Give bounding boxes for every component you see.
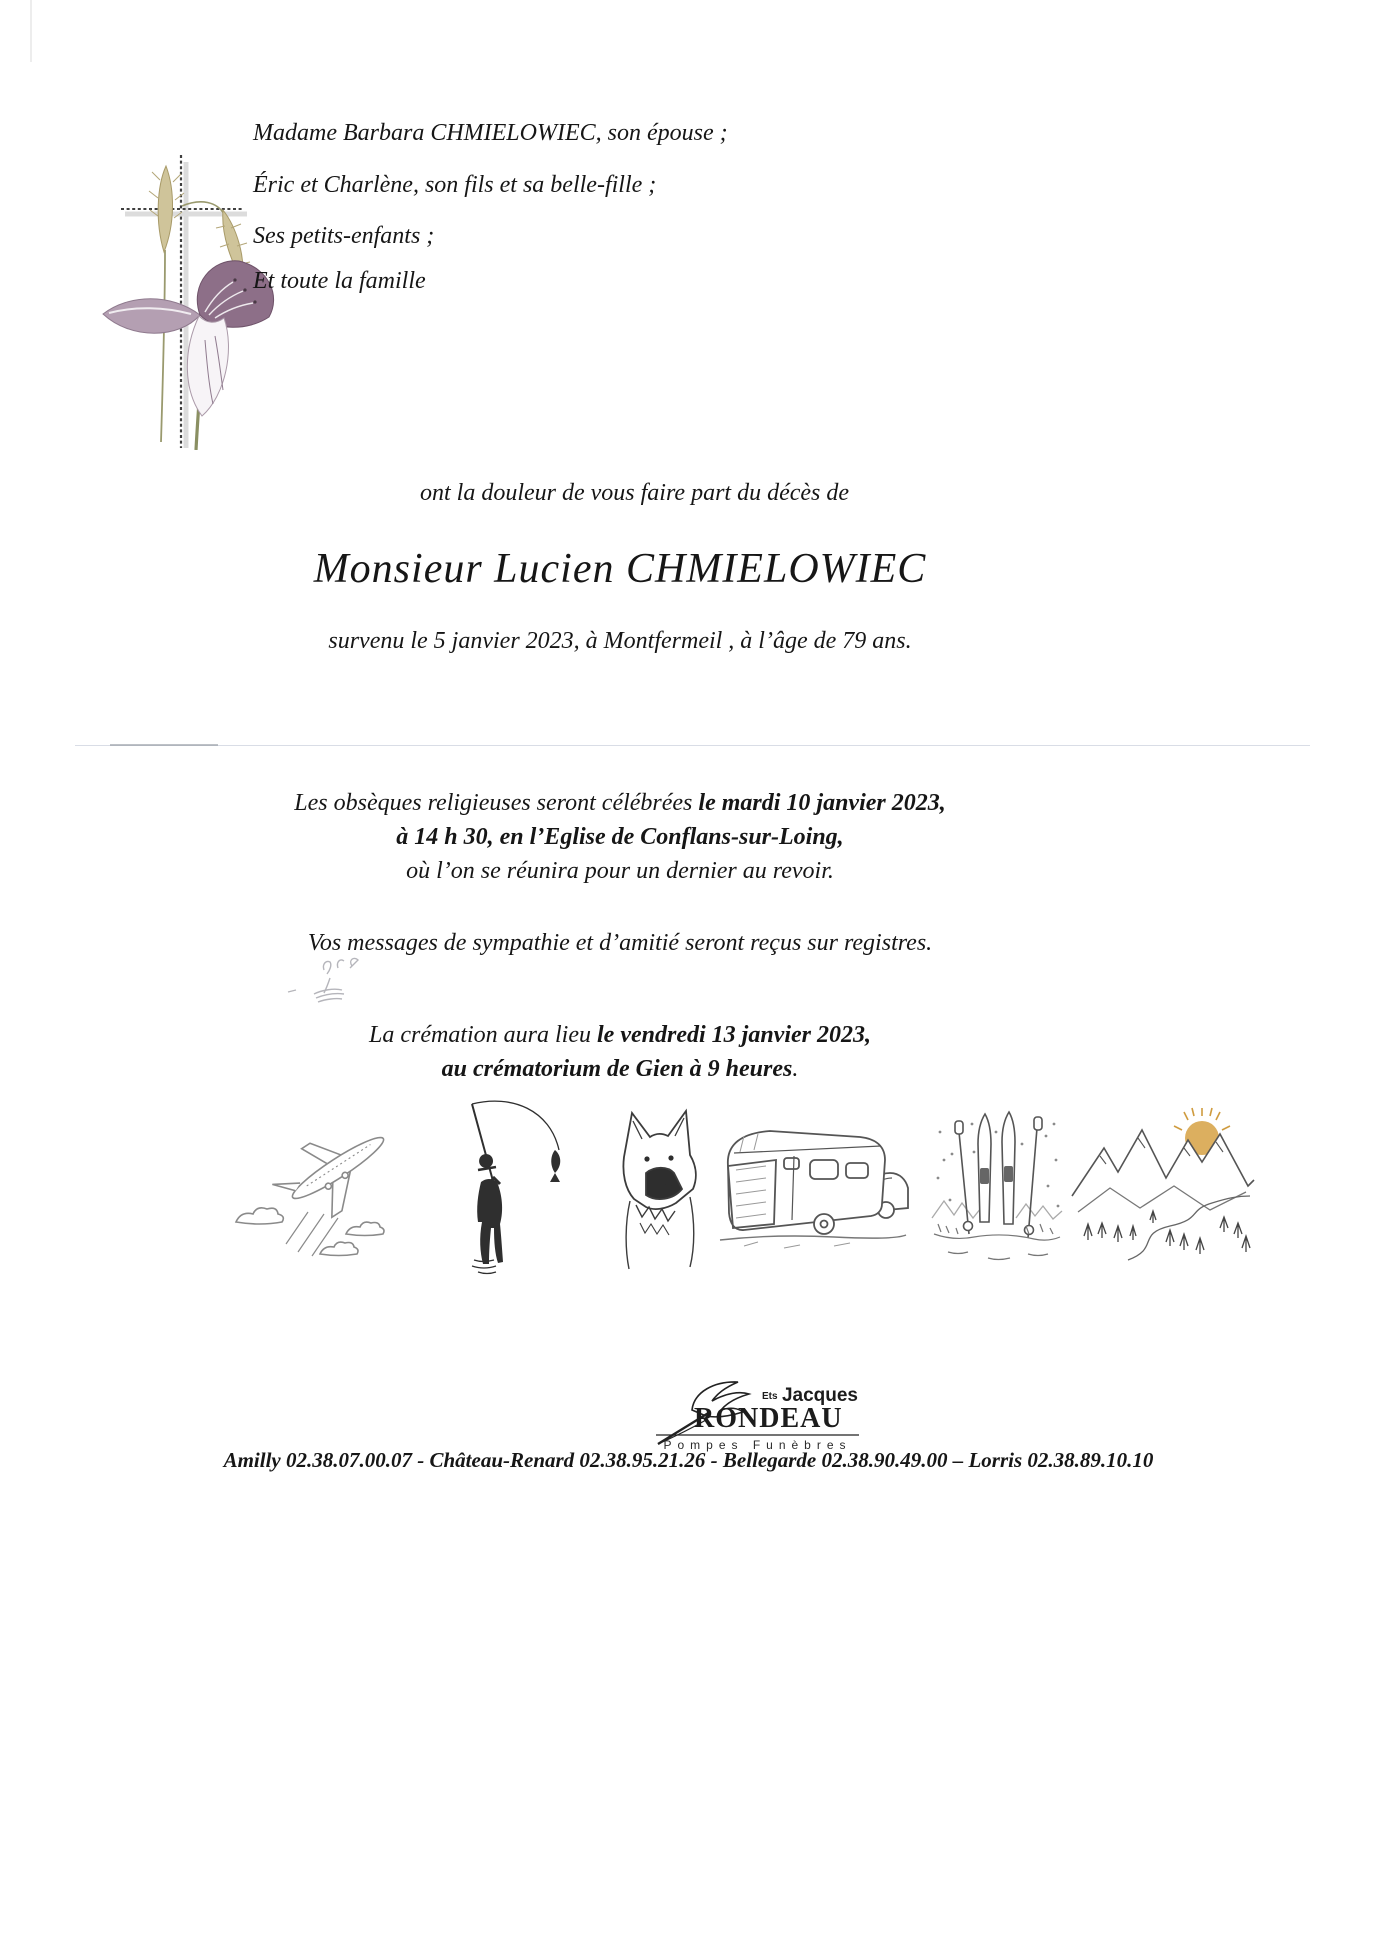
family-line: Ses petits-enfants ; (253, 223, 435, 249)
cremation-place: au crématorium de Gien à 9 heures (441, 1056, 793, 1082)
ceremony-farewell-text: où l’on se réunira pour un dernier au revoir. (406, 858, 834, 884)
logo-subtitle: Pompes Funèbres (663, 1438, 852, 1452)
skis-icon (928, 1102, 1068, 1270)
caravan-icon (714, 1108, 910, 1266)
ceremony-line-2 (0, 820, 1240, 854)
handwritten-scribble (286, 956, 378, 1008)
family-line: Éric et Charlène, son fils et sa belle-fille ; (253, 172, 657, 198)
cremation-period: . (792, 1056, 799, 1082)
german-shepherd-icon (596, 1103, 711, 1273)
mountains-sun-icon (1070, 1100, 1256, 1262)
death-details: survenu le 5 janvier 2023, à Montfermeil , à l’âge de 79 ans. (328, 628, 912, 654)
family-line: Madame Barbara CHMIELOWIEC, son épouse ; (253, 120, 728, 146)
ceremony-line-1-text: Les obsèques religieuses seront célébrées (294, 790, 699, 816)
funeral-home-logo (650, 1378, 865, 1458)
ceremony-line-3 (0, 854, 1240, 888)
contact-phone-line: Amilly 02.38.07.00.07 - Château-Renard 02.38.95.21.26 - Bellegarde 02.38.90.49.00 – Lorris 02.38.89.10.10 (223, 1448, 1154, 1472)
cremation-date: le vendredi 13 janvier 2023, (597, 1022, 871, 1048)
ceremony-line-1 (0, 786, 1240, 820)
logo-last-name: RONDEAU (694, 1403, 843, 1434)
cremation-details (0, 1018, 1240, 1086)
logo-prefix: Ets (761, 1391, 778, 1402)
family-line: Et toute la famille (253, 268, 426, 294)
logo-first-name: Jacques (781, 1385, 858, 1406)
condolence-note: Vos messages de sympathie et d’amitié seront reçus sur registres. (307, 930, 933, 956)
scan-edge-mark (30, 0, 32, 62)
scan-fold-line (75, 745, 1310, 746)
cremation-line-1-text: La crémation aura lieu (369, 1022, 598, 1048)
scan-fold-line-dark (110, 744, 218, 746)
fisherman-icon (442, 1098, 592, 1278)
airplane-icon (228, 1102, 423, 1272)
cremation-line-2 (0, 1052, 1240, 1086)
ceremony-date: le mardi 10 janvier 2023, (698, 790, 946, 816)
ceremony-details (0, 786, 1240, 888)
cremation-line-1 (0, 1018, 1240, 1052)
ceremony-time-place: à 14 h 30, en l’Eglise de Conflans-sur-Loing, (396, 824, 844, 850)
deceased-name: Monsieur Lucien CHMIELOWIEC (313, 546, 927, 592)
intro-line: ont la douleur de vous faire part du décès de (420, 480, 850, 506)
